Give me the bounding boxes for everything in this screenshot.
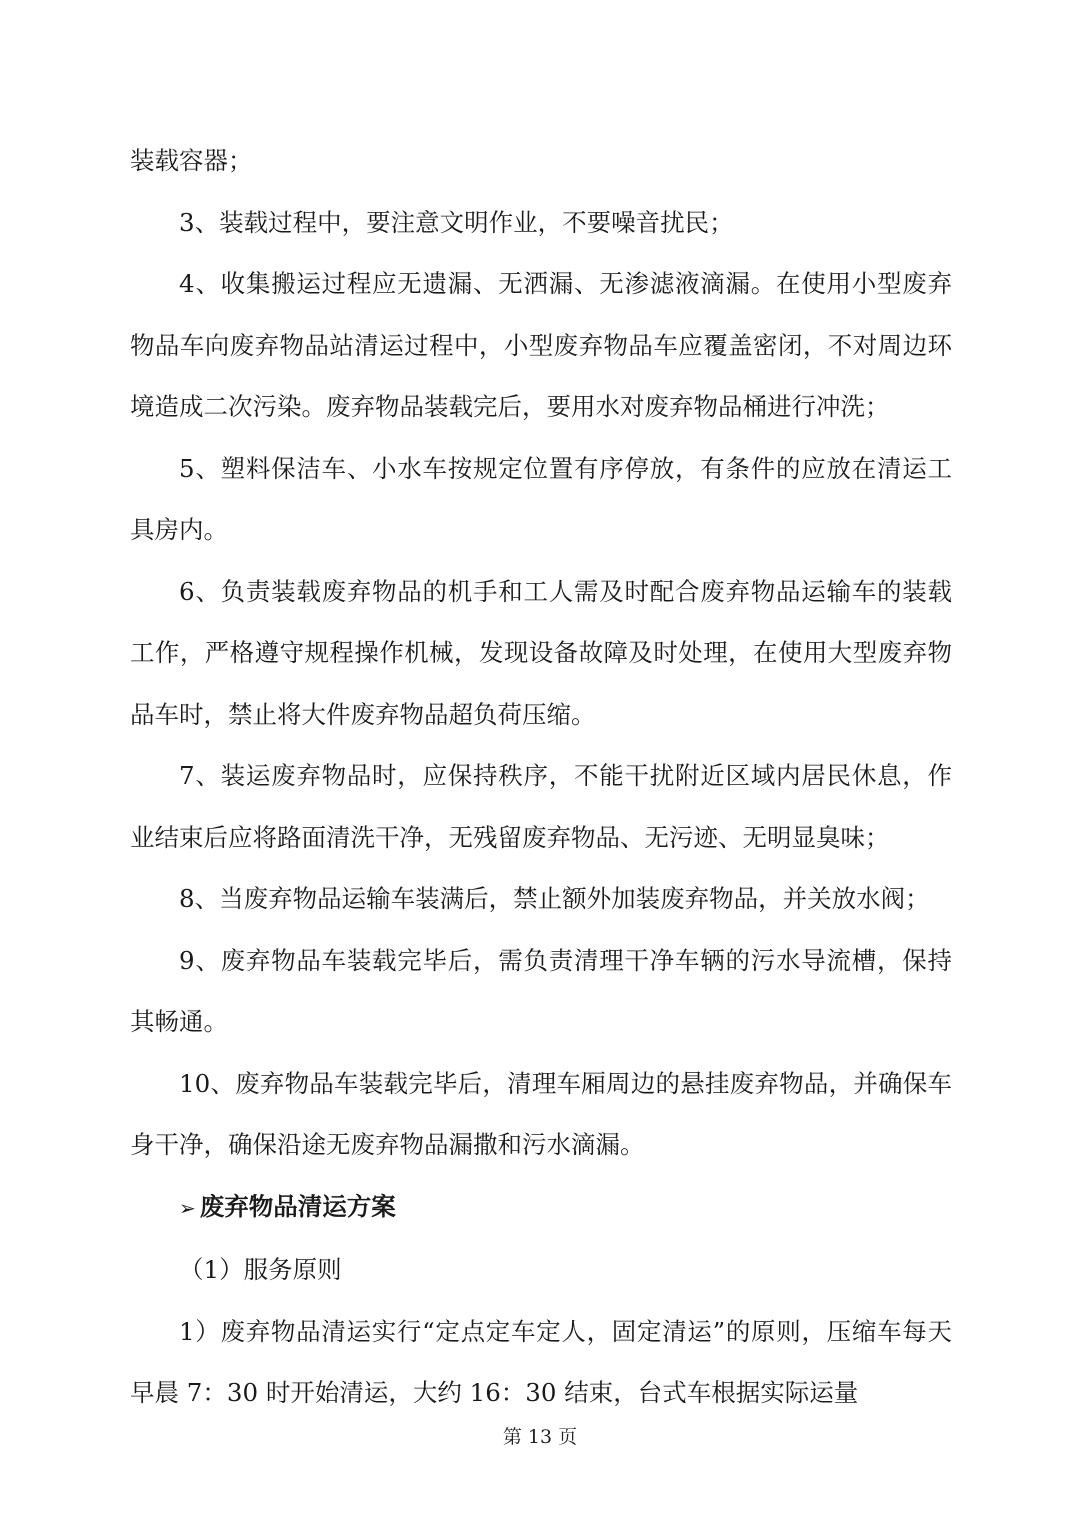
paragraph-item-7: 7、装运废弃物品时，应保持秩序，不能干扰附近区域内居民休息，作业结束后应将路面清洗干净，无残留废弃物品、无污迹、无明显臭味；	[130, 761, 952, 852]
paragraph-item-4: 4、收集搬运过程应无遗漏、无洒漏、无渗滤液滴漏。在使用小型废弃物品车向废弃物品站清运过程中，小型废弃物品车应覆盖密闭，不对周边环境造成二次污染。废弃物品装载完后，要用水对废弃物品桶进行冲洗；	[130, 269, 952, 421]
section-title: 废弃物品清运方案	[199, 1191, 396, 1221]
section-heading	[130, 1176, 952, 1240]
page-number: 第 13 页	[502, 1426, 578, 1448]
paragraph-continuation: 装载容器；	[130, 146, 253, 175]
paragraph-item-5: 5、塑料保洁车、小水车按规定位置有序停放，有条件的应放在清运工具房内。	[130, 453, 952, 544]
paragraph-item-3: 3、装载过程中，要注意文明作业，不要噪音扰民；	[179, 207, 734, 237]
paragraph-item-8: 8、当废弃物品运输车装满后，禁止额外加装废弃物品，并关放水阀；	[179, 884, 930, 913]
paragraph-item-6: 6、负责装载废弃物品的机手和工人需及时配合废弃物品运输车的装载工作，严格遵守规程操作机械，发现设备故障及时处理，在使用大型废弃物品车时，禁止将大件废弃物品超负荷压缩。	[130, 576, 952, 729]
document-body	[130, 130, 952, 1424]
arrow-bullet-icon: ➢	[179, 1195, 196, 1220]
section-subtitle: （1）服务原则	[179, 1255, 342, 1284]
section-paragraph-1: 1）废弃物品清运实行“定点定车定人，固定清运”的原则，压缩车每天早晨 7：30 时开始清运，大约 16：30 结束，台式车根据实际运量	[130, 1316, 952, 1407]
paragraph-item-10: 10、废弃物品车装载完毕后，清理车厢周边的悬挂废弃物品，并确保车身干净，确保沿途无废弃物品漏撒和污水滴漏。	[130, 1068, 952, 1159]
paragraph-item-9: 9、废弃物品车装载完毕后，需负责清理干净车辆的污水导流槽，保持其畅通。	[130, 945, 952, 1036]
